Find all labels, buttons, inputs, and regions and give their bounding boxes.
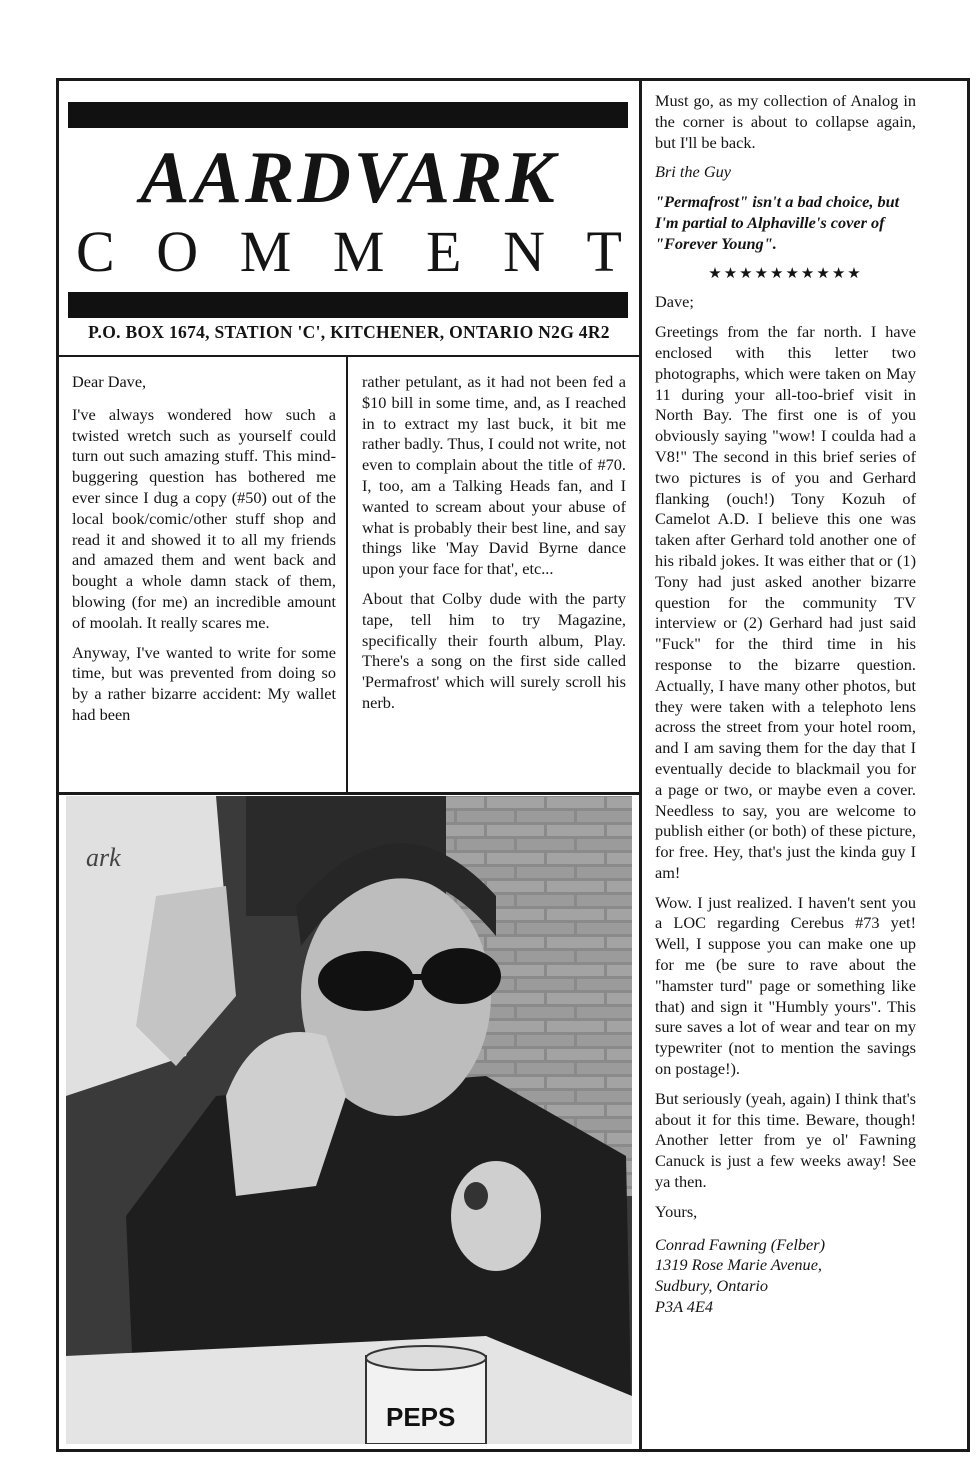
column-divider-left [346, 357, 348, 793]
subtitle-letter: O [156, 219, 199, 284]
letter1-paragraph: I've always wondered how such a twisted wretch such as yourself could turn out such amazing stuff. This mind-buggering question has bothered me ever since I dug a copy (#50) out of the local book/comic/other stuff shop and read it and showed it to all my friends and amazed them and went back and bought a whole damn stack of them, blowing (for me) an incredible amount of moolah. It really scares me. [72, 404, 336, 632]
editor-reply: "Permafrost" isn't a bad choice, but I'm partial to Alphaville's cover of "Forever Young". [655, 192, 900, 253]
letter2-paragraph: But seriously (yeah, again) I think that's about it for this time. Beware, though! Another letter from ye ol' Fawning Canuck is just a few weeks away! See ya then. [655, 1088, 916, 1192]
mailing-address: P.O. BOX 1674, STATION 'C', KITCHENER, ONTARIO N2G 4R2 [88, 322, 610, 342]
letter2-signature-block [655, 1235, 916, 1318]
subtitle-letter: M [239, 219, 292, 284]
subtitle-letter: C [76, 219, 115, 284]
signature-line: Sudbury, Ontario [655, 1276, 769, 1296]
masthead-title: AARDVARK [140, 137, 558, 219]
letter1-column-a [72, 372, 336, 735]
letter2-paragraph: Wow. I just realized. I haven't sent you a LOC regarding Cerebus #73 yet! Well, I suppose you can make one up for me (be sure to rave about the "hamster turd" page or something like that) and sign it "Humbly yours". This sure saves a lot of wear and tear on my typewriter (not to mention the savings on postage!). [655, 892, 916, 1079]
right-column [655, 91, 916, 1318]
letter1-column-b [362, 372, 626, 723]
separator-stars: ★★★★★★★★★★ [708, 265, 863, 282]
letter1-paragraph: About that Colby dude with the party tape, tell him to try Magazine, specifically their fourth album, Play. There's a song on the first side called 'Permafrost' which will surely scroll his nerb. [362, 588, 626, 712]
subtitle-letter: N [503, 219, 545, 284]
letter1-paragraph: rather petulant, as it had not been fed a $10 bill in some time, and, as I reached in to extract my last buck, it bit me rather badly. Thus, I could not write, not even to complain about the title of #70. I, too, am a Talking Heads fan, and I wanted to scream about your abuse of what is probably their best line, and say things like 'May David Byrne dance upon your face for that', etc... [362, 372, 626, 579]
masthead-subtitle [66, 219, 632, 284]
letter1-signature: Bri the Guy [655, 162, 731, 182]
column-divider-right [639, 78, 642, 1452]
subtitle-letter: M [332, 219, 385, 284]
letter2-valediction: Yours, [655, 1201, 698, 1221]
subtitle-letter: E [426, 219, 462, 284]
signature-line: Conrad Fawning (Felber) [655, 1234, 826, 1254]
convention-photo [66, 796, 632, 1444]
photo-illustration [66, 796, 632, 1444]
shirt-label: ark [86, 843, 121, 872]
letter1-closing: Must go, as my collection of Analog in the corner is about to collapse again, but I'll be back. [655, 91, 916, 152]
can-label: PEPS [386, 1402, 456, 1432]
signature-line: P3A 4E4 [655, 1297, 714, 1317]
photo-top-rule [56, 792, 642, 795]
masthead-bar-bottom [68, 292, 628, 318]
masthead-rule [56, 355, 642, 357]
letter2-salutation: Dave; [655, 292, 694, 312]
letter2-paragraph: Greetings from the far north. I have enclosed with this letter two photographs, which were taken on May 11 during your all-too-brief visit in North Bay. The first one is of you obviously saying "wow! I coulda had a V8!" The second in this brief series of two pictures is of you and Gerhard flanking (ouch!) Tony Kozuh of Camelot A.D. I believe this one was taken after Gerhard told another one of his ribald jokes. It was either that or (1) Tony had just asked another bizarre question for the community TV interview or (2) Gerhard had just said "Fuck" for the third time in his response to the bizarre question. Actually, I have many other photos, but they were taken with a telephoto lens across the street from your hotel room, and I am saving them for the day that I eventually decide to blackmail you for a page or two, or maybe even a cover. Needless to say, you are welcome to publish either (or both) of these picture, for free. Hey, that's just the kinda guy I am! [655, 322, 916, 882]
letter1-salutation: Dear Dave, [72, 372, 147, 391]
signature-line: 1319 Rose Marie Avenue, [655, 1255, 822, 1275]
masthead-bar-top [68, 102, 628, 128]
subtitle-letter: T [586, 219, 622, 284]
letter1-paragraph: Anyway, I've wanted to write for some time, but was prevented from doing so by a rather bizarre accident: My wallet had been [72, 642, 336, 724]
